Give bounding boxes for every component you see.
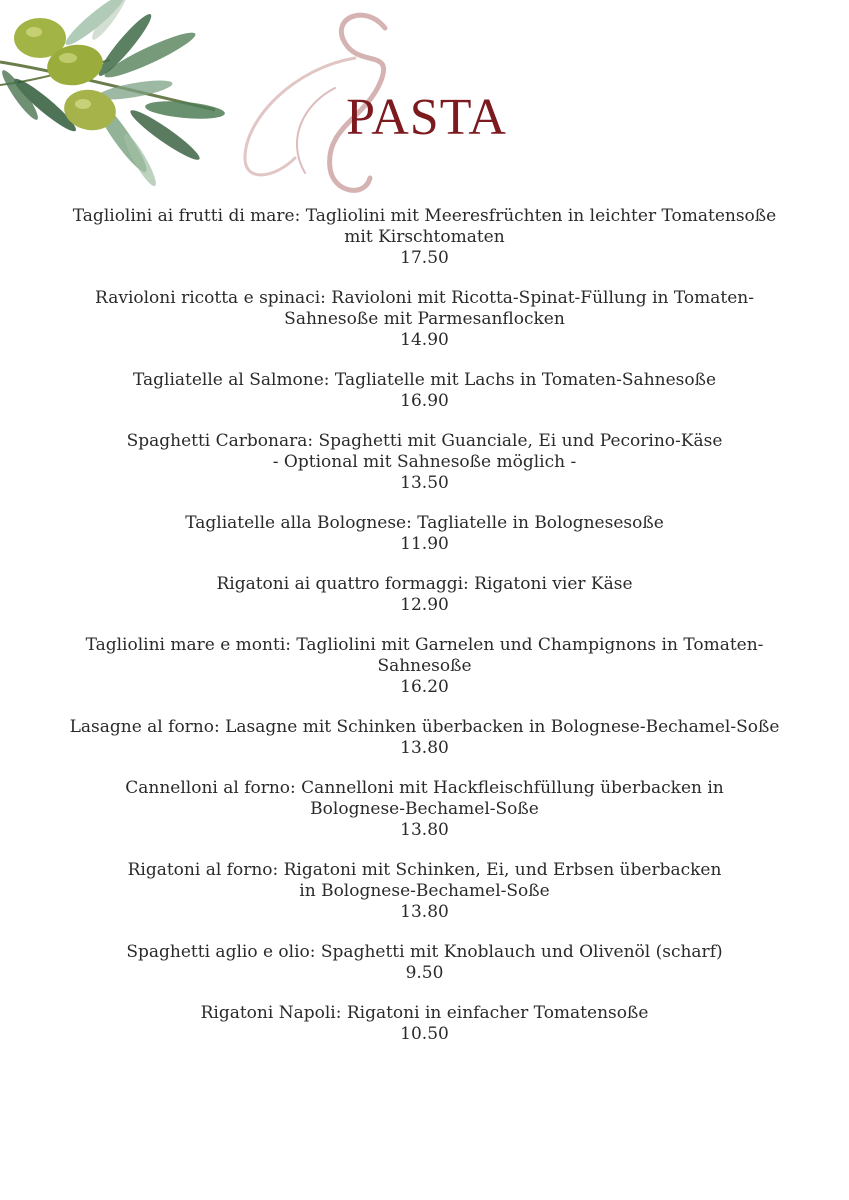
item-price: 10.50 <box>400 1024 449 1044</box>
list-item <box>60 635 789 698</box>
list-item <box>60 574 789 616</box>
item-price: 17.50 <box>400 248 449 268</box>
list-item <box>60 431 789 494</box>
item-description: Lasagne al forno: Lasagne mit Schinken überbacken in Bolognese-Bechamel-Soße <box>69 717 780 737</box>
menu-list <box>60 206 789 1064</box>
list-item <box>60 778 789 841</box>
item-price: 13.80 <box>400 820 449 840</box>
item-description: Rigatoni al forno: Rigatoni mit Schinken, Ei, und Erbsen überbacken <box>127 860 722 880</box>
item-price: 14.90 <box>400 330 449 350</box>
list-item <box>60 717 789 759</box>
item-description: Spaghetti Carbonara: Spaghetti mit Guanciale, Ei und Pecorino-Käse <box>126 431 723 451</box>
list-item <box>60 288 789 351</box>
item-description: Rigatoni Napoli: Rigatoni in einfacher Tomatensoße <box>200 1003 649 1023</box>
item-description: Tagliolini mare e monti: Tagliolini mit Garnelen und Champignons in Tomaten-Sahnesoße <box>85 635 764 676</box>
item-description: Rigatoni ai quattro formaggi: Rigatoni vier Käse <box>216 574 633 594</box>
item-note: - Optional mit Sahnesoße möglich - <box>272 452 577 472</box>
item-price: 12.90 <box>400 595 449 615</box>
item-price: 16.20 <box>400 677 449 697</box>
item-price: 11.90 <box>400 534 449 554</box>
item-price: 13.80 <box>400 902 449 922</box>
item-price: 16.90 <box>400 391 449 411</box>
item-description: Tagliatelle alla Bolognese: Tagliatelle in Bolognesesoße <box>185 513 664 533</box>
item-description: Ravioloni ricotta e spinaci: Ravioloni mit Ricotta-Spinat-Füllung in Tomaten-Sahnesoße mit Parmesanflocken <box>95 288 754 329</box>
list-item <box>60 513 789 555</box>
item-description: Tagliatelle al Salmone: Tagliatelle mit Lachs in Tomaten-Sahnesoße <box>132 370 717 390</box>
list-item <box>60 860 789 923</box>
item-description-cont: Bolognese-Bechamel-Soße <box>310 799 539 819</box>
list-item <box>60 1003 789 1045</box>
item-price: 9.50 <box>405 963 444 983</box>
item-price: 13.80 <box>400 738 449 758</box>
item-description: Cannelloni al forno: Cannelloni mit Hackfleischfüllung überbacken in <box>125 778 724 798</box>
item-description-cont: in Bolognese-Bechamel-Soße <box>299 881 550 901</box>
item-description: Tagliolini ai frutti di mare: Tagliolini mit Meeresfrüchten in leichter Tomatensoße mit Kirschtomaten <box>72 206 777 247</box>
list-item <box>60 206 789 269</box>
list-item <box>60 370 789 412</box>
page-title: PASTA <box>346 89 507 146</box>
item-price: 13.50 <box>400 473 449 493</box>
item-description: Spaghetti aglio e olio: Spaghetti mit Knoblauch und Olivenöl (scharf) <box>126 942 723 962</box>
list-item <box>60 942 789 984</box>
